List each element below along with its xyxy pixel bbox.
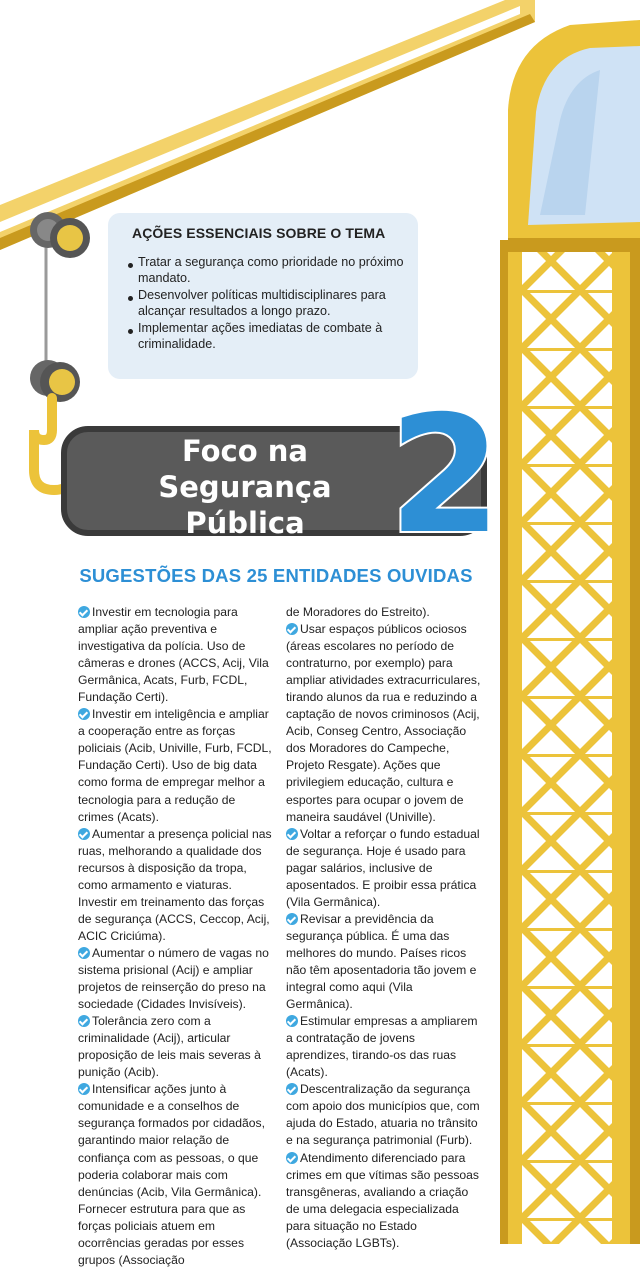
suggestion-text: Investir em tecnologia para ampliar ação preventiva e investigativa da polícia. Uso de câmeras e drones (ACCS, Acij, Vila Germânica, Acats, Furb, FCDL, Fundação Certi). — [78, 605, 269, 705]
suggestion-text: Aumentar o número de vagas no sistema prisional (Acij) e ampliar projetos de reinserção do preso na sociedade (Cidades Invisíveis). — [78, 945, 269, 1012]
suggestion-text: Estimular empresas a ampliarem a contratação de jovens aprendizes, tirando-os das ruas (Acats). — [286, 1014, 478, 1080]
check-icon — [286, 1083, 298, 1095]
check-icon — [78, 1015, 90, 1027]
essential-actions-list — [128, 255, 404, 352]
essential-actions-title: AÇÕES ESSENCIAIS SOBRE O TEMA — [132, 225, 386, 241]
suggestion-item — [78, 945, 273, 1013]
suggestion-item — [286, 1081, 481, 1149]
check-icon — [78, 1083, 90, 1095]
topic-banner — [60, 382, 502, 570]
essential-action-item: Implementar ações imediatas de combate à criminalidade. — [128, 321, 404, 352]
check-icon — [286, 1015, 298, 1027]
suggestion-item — [286, 826, 481, 911]
suggestion-continuation: de Moradores do Estreito). — [286, 605, 430, 619]
suggestion-item — [78, 604, 273, 706]
suggestion-item — [286, 621, 481, 826]
suggestion-item — [78, 826, 273, 945]
crane-cabin — [508, 20, 640, 252]
suggestion-item — [78, 1081, 273, 1269]
check-icon — [286, 623, 298, 635]
suggestion-text: Aumentar a presença policial nas ruas, melhorando a qualidade dos recursos à disposição da tropa, como armamento e viaturas. Investir em treinamento das forças de segurança (ACCS, Ceccop, Acij, ACIC Criciúma). — [78, 826, 272, 943]
suggestion-text: Usar espaços públicos ociosos (áreas escolares no período de contraturno, por exemplo) para ampliar atividades extracurriculares, tirando alunos da rua e reduzindo a captação de novos criminosos (Acij, Acib, Conseg Centro, Associação dos Moradores do Campeche, Projeto Resgate). Ações que privilegiem educação, cultura e esportes para ocupar o jovem de maneira saudável (Univille). — [286, 622, 481, 824]
banner-title-line: Foco na — [182, 434, 308, 468]
suggestion-text: Voltar a reforçar o fundo estadual de segurança. Hoje é usado para pagar salários, inclusive de aposentados. E proibir essa prática (Vila Germânica). — [286, 826, 480, 909]
suggestion-item — [78, 706, 273, 825]
suggestions-column-left — [78, 604, 273, 1269]
banner-number: 2 — [388, 382, 502, 570]
crane-tower — [500, 240, 640, 1244]
check-icon — [78, 947, 90, 959]
suggestion-item — [286, 1013, 481, 1081]
check-icon — [78, 606, 90, 618]
banner-title-line: Pública — [185, 506, 305, 540]
suggestions-title: SUGESTÕES DAS 25 ENTIDADES OUVIDAS — [79, 565, 473, 586]
suggestion-text: Intensificar ações junto à comunidade e a conselhos de segurança formados por cidadãos, garantindo maior relação de confiança com as pessoas, o que poderia colaborar mais com denúncias (Acib, Vila Germânica). Fornecer estrutura para que as forças policiais atuem em ocorrências geradas por esses grupos (Associação — [78, 1082, 265, 1267]
suggestion-text: Descentralização da segurança com apoio dos municípios que, com ajuda do Estado, atuaria no trânsito e na segurança patrimonial (Furb). — [286, 1082, 480, 1148]
check-icon — [286, 828, 298, 840]
suggestion-text: Revisar a previdência da segurança pública. É uma das melhores do mundo. Países ricos não têm aposentadoria tão jovem e integral como aqui (Vila Germânica). — [286, 911, 477, 1012]
suggestion-text: Atendimento diferenciado para crimes em que vítimas são pessoas transgêneras, avaliando a criação de uma delegacia especializada para situação no Estado (Associação LGBTs). — [286, 1150, 479, 1250]
suggestion-text: Tolerância zero com a criminalidade (Acij), articular proposição de leis mais severas à punição (Acib). — [78, 1014, 261, 1080]
suggestion-item — [78, 1013, 273, 1081]
banner-title — [120, 433, 370, 541]
banner-title-line: Segurança — [158, 470, 332, 504]
essential-actions-box — [108, 213, 418, 379]
suggestion-item — [286, 1150, 481, 1252]
suggestions-column-right — [286, 604, 481, 1252]
suggestion-text: Investir em inteligência e ampliar a cooperação entre as forças policiais (Acib, Univille, Furb, FCDL, Fundação Certi). Uso de big data como forma de empregar melhor a tecnologia para a redução de crimes (Acats). — [78, 707, 272, 824]
suggestion-item — [286, 911, 481, 1013]
check-icon — [286, 913, 298, 925]
check-icon — [286, 1152, 298, 1164]
essential-action-item: Tratar a segurança como prioridade no próximo mandato. — [128, 255, 404, 286]
check-icon — [78, 708, 90, 720]
essential-action-item: Desenvolver políticas multidisciplinares para alcançar resultados a longo prazo. — [128, 288, 404, 319]
check-icon — [78, 828, 90, 840]
